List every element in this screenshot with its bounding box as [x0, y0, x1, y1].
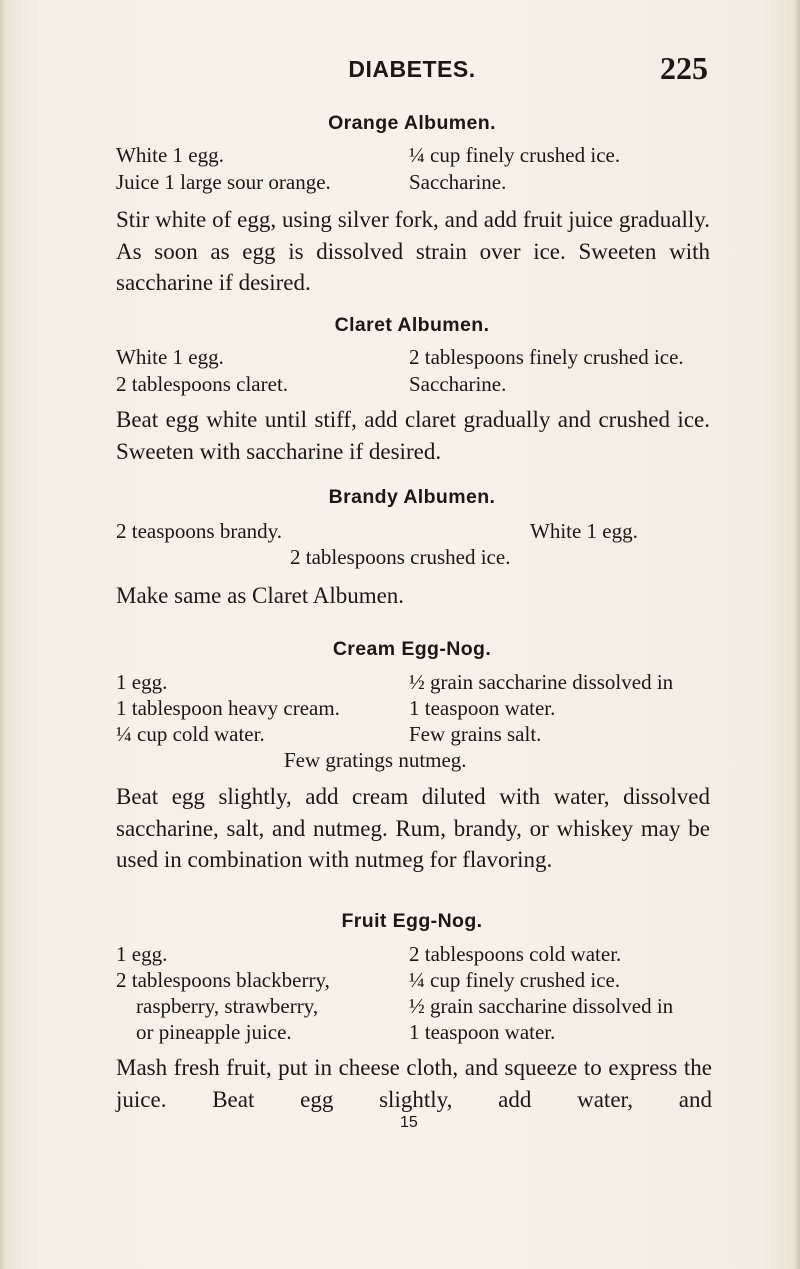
page-edge-left: [0, 0, 6, 1269]
ingredient: ¼ cup cold water.: [116, 722, 265, 746]
recipe-directions: Make same as Claret Albumen.: [116, 583, 405, 608]
page-edge-right: [794, 0, 800, 1269]
ingredient: Few grains salt.: [409, 722, 542, 746]
ingredient: 2 tablespoons finely crushed ice.: [409, 345, 684, 369]
ingredient: raspberry, strawberry,: [136, 994, 319, 1018]
running-head: [116, 52, 708, 88]
ingredient: 1 teaspoon water.: [409, 1020, 556, 1044]
ingredient: Saccharine.: [409, 372, 507, 396]
ingredient: 1 tablespoon heavy cream.: [116, 696, 340, 720]
recipe-title-cream-egg-nog: Cream Egg-Nog.: [332, 638, 492, 660]
signature-mark: 15: [400, 1114, 418, 1131]
recipe-title-fruit-egg-nog: Fruit Egg-Nog.: [341, 910, 483, 932]
ingredient: 2 tablespoons crushed ice.: [290, 545, 511, 569]
running-title: DIABETES.: [348, 56, 476, 82]
recipe-directions: Mash fresh fruit, put in cheese cloth, and squeeze to express the juice. Beat egg slightly, add water, and: [116, 1055, 712, 1112]
ingredient: ¼ cup finely crushed ice.: [409, 968, 621, 992]
ingredient: Saccharine.: [409, 170, 507, 194]
ingredient: 1 teaspoon water.: [409, 696, 556, 720]
ingredient: Few gratings nutmeg.: [284, 748, 467, 772]
ingredient: White 1 egg.: [116, 345, 224, 369]
page-number: 225: [660, 50, 708, 86]
ingredient: Juice 1 large sour orange.: [116, 170, 331, 194]
recipe-title-claret-albumen: Claret Albumen.: [334, 314, 490, 336]
ingredient: White 1 egg.: [530, 519, 638, 543]
ingredient: or pineapple juice.: [136, 1020, 292, 1044]
ingredient: 2 tablespoons blackberry,: [116, 968, 330, 992]
ingredient: 1 egg.: [116, 942, 168, 966]
recipe-directions: Beat egg white until stiff, add claret gradually and crushed ice. Sweeten with saccharine if desired.: [116, 407, 710, 464]
recipe-directions: Beat egg slightly, add cream diluted with water, dissolved saccharine, salt, and nutmeg. Rum, brandy, or whiskey may be used in combination with nutmeg for flavoring.: [116, 784, 710, 872]
recipe-title-orange-albumen: Orange Albumen.: [328, 112, 496, 134]
ingredient: ¼ cup finely crushed ice.: [409, 143, 621, 167]
ingredient: 1 egg.: [116, 670, 168, 694]
ingredient: 2 tablespoons cold water.: [409, 942, 622, 966]
recipe-title-brandy-albumen: Brandy Albumen.: [328, 486, 496, 508]
ingredient: ½ grain saccharine dissolved in: [409, 670, 674, 694]
ingredient: White 1 egg.: [116, 143, 224, 167]
ingredient: 2 teaspoons brandy.: [116, 519, 283, 543]
ingredient: ½ grain saccharine dissolved in: [409, 994, 674, 1018]
ingredient: 2 tablespoons claret.: [116, 372, 289, 396]
recipe-directions: Stir white of egg, using silver fork, and add fruit juice gradually. As soon as egg is dissolved strain over ice. Sweeten with saccharine if desired.: [116, 207, 710, 295]
